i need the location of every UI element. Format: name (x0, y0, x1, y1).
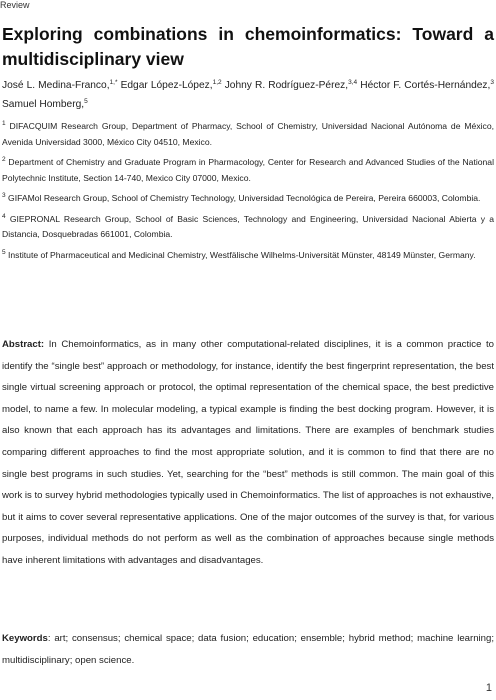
keywords-paragraph (2, 628, 494, 671)
abstract-label: Abstract: (2, 339, 45, 350)
affiliation-text: Institute of Pharmaceutical and Medicinal Chemistry, Westfälische Wilhelms-Universität Münster, 48149 Münster, Germany. (5, 249, 476, 260)
affiliation-text: GIFAMol Research Group, School of Chemistry Technology, Universidad Tecnológica de Pereira, Pereira 660003, Colombia. (5, 193, 481, 203)
affiliation-text: Department of Chemistry and Graduate Program in Pharmacology, Center for Research and Advanced Studies of the National Polytechnic Institute, Section 14-740, Mexico City 07000, Mexico. (2, 157, 494, 183)
author-affiliation-marker: 5 (84, 98, 88, 105)
keywords-label: Keywords (2, 633, 48, 644)
affiliation-item (2, 212, 494, 243)
abstract-paragraph (2, 334, 494, 572)
author-name: Héctor F. Cortés-Hernández, (357, 80, 491, 91)
author-affiliation-marker: 3 (490, 79, 494, 86)
affiliation-number: 1 (2, 120, 6, 127)
author-name: Edgar López-López, (117, 80, 213, 91)
author-affiliation-marker: 1,2 (212, 79, 222, 86)
affiliation-number: 4 (2, 212, 6, 220)
paper-title: Exploring combinations in chemoinformatics: Toward a multidisciplinary view (2, 24, 494, 69)
abstract-text: In Chemoinformatics, as in many other computational-related disciplines, it is a common practice to identify the “single best” approach or methodology, for instance, identify the best fingerprint representation, the best single virtual screening approach or protocol, the optimal representation of the chemical space, the best predictive model, to name a few. In molecular modeling, a typical example is finding the best docking program. However, it is also known that each approach has its advantages and limitations. There are examples of benchmark studies comparing different approaches to find the most appropriate solution, and it is common to find that there are no single best programs in such studies. Yet, searching for the “best” methods is still common. The main goal of this work is to survey hybrid methodologies typically used in Chemoinformatics. The list of approaches is not exhaustive, but it aims to cover several representative applications. One of the major outcomes of the survey is that, for various purposes, individual methods do not perform as well as the combination of approaches because single methods have inherent limitations with advantages and disadvantages. (2, 339, 495, 566)
author-list (2, 76, 494, 114)
affiliation-item (2, 155, 494, 186)
affiliation-number: 3 (2, 192, 6, 199)
author-affiliation-marker: 3,4 (348, 79, 358, 86)
keywords-text: : art; consensus; chemical space; data fusion; education; ensemble; hybrid method; machine learning; multidisciplinary; open science. (2, 633, 494, 666)
affiliation-list (2, 119, 494, 268)
author-name: Samuel Homberg, (2, 99, 85, 110)
affiliation-item (2, 191, 494, 207)
article-type-label: Review (0, 0, 30, 10)
page-number: 1 (485, 682, 492, 694)
affiliation-item (2, 119, 494, 150)
author-affiliation-marker: 1,* (109, 79, 118, 86)
affiliation-text: DIFACQUIM Research Group, Department of Pharmacy, School of Chemistry, Universidad Nacional Autónoma de México, Avenida Universidad 3000, México City 04510, Mexico. (2, 121, 494, 147)
author-name: José L. Medina-Franco, (2, 80, 110, 91)
affiliation-text: GIEPRONAL Research Group, School of Basic Sciences, Technology and Engineering, Universidad Nacional Abierta y a Distancia, Dosquebradas 661001, Colombia. (2, 213, 494, 239)
author-name: Johny R. Rodríguez-Pérez, (221, 80, 349, 91)
affiliation-item (2, 248, 494, 264)
affiliation-number: 2 (2, 156, 6, 163)
affiliation-number: 5 (2, 248, 6, 256)
